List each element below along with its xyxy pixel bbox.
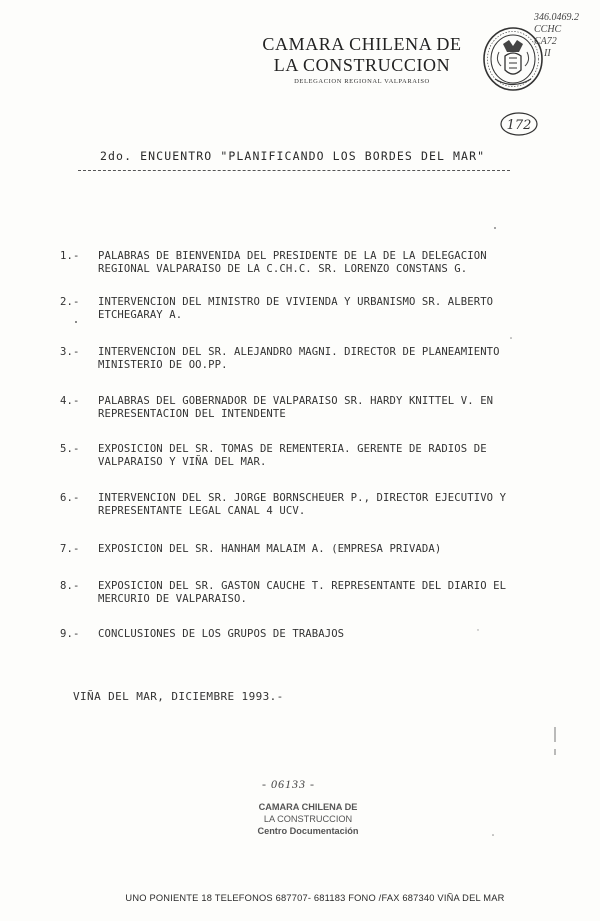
delegation-subtitle: DELEGACION REGIONAL VALPARAISO [294, 78, 430, 85]
registration-number: - 06133 - [262, 777, 315, 791]
agenda-item-line: EXPOSICION DEL SR. HANHAM MALAIM A. (EMPRESA PRIVADA) [98, 543, 442, 555]
title-underline [78, 170, 510, 171]
page-number-mark [499, 110, 539, 138]
stamp-line3: Centro Documentación [257, 826, 359, 836]
agenda-item-line: REGIONAL VALPARAISO DE LA C.CH.C. SR. LORENZO CONSTANS G. [98, 263, 468, 275]
agenda-item-line: REPRESENTACION DEL INTENDENTE [98, 408, 286, 420]
agenda-item-line: REPRESENTANTE LEGAL CANAL 4 UCV. [98, 505, 306, 517]
agenda-item-number: 1.- [60, 250, 80, 262]
organization-name-line2: LA CONSTRUCCION [273, 55, 451, 75]
agenda-item-line: MERCURIO DE VALPARAISO. [98, 593, 247, 605]
agenda-item-number: 7.- [60, 543, 80, 555]
agenda-item-text [98, 580, 556, 606]
agenda-item-text [98, 250, 556, 276]
agenda-item-text [98, 443, 556, 469]
footer-contact: UNO PONIENTE 18 TELEFONOS 687707- 681183 FONO /FAX 687340 VIÑA DEL MAR [125, 893, 505, 903]
agenda-item-line: VALPARAISO Y VIÑA DEL MAR. [98, 456, 267, 468]
agenda-item-line: CONCLUSIONES DE LOS GRUPOS DE TRABAJOS [98, 628, 345, 640]
agenda-item-text [98, 543, 556, 556]
agenda-item-number: 6.- [60, 492, 80, 504]
agenda-item-text [98, 628, 556, 641]
agenda-item-line: INTERVENCION DEL SR. ALEJANDRO MAGNI. DIRECTOR DE PLANEAMIENTO [98, 346, 500, 358]
agenda-item-number: 8.- [60, 580, 80, 592]
agenda-item-number: 9.- [60, 628, 80, 640]
agenda-item-number: 2.- [60, 296, 80, 308]
agenda-item-number: 4.- [60, 395, 80, 407]
archive-code-line3: CA72 [534, 36, 557, 47]
agenda-item-text [98, 346, 556, 372]
agenda-item-text [98, 296, 556, 322]
agenda-item-line: INTERVENCION DEL MINISTRO DE VIVIENDA Y URBANISMO SR. ALBERTO [98, 296, 494, 308]
archive-code-line1: 346.0469.2 [534, 12, 579, 23]
archive-code [534, 12, 594, 60]
stamp-line2: LA CONSTRUCCION [263, 814, 353, 824]
archive-code-line4: II [544, 48, 551, 59]
agenda-item-line: EXPOSICION DEL SR. TOMAS DE REMENTERIA. GERENTE DE RADIOS DE [98, 443, 487, 455]
page-number-text: 172 [506, 118, 532, 133]
agenda-item-text [98, 492, 556, 518]
agenda-item-number: 3.- [60, 346, 80, 358]
agenda-item-line: ETCHEGARAY A. [98, 309, 183, 321]
agenda-item-line: EXPOSICION DEL SR. GASTON CAUCHE T. REPRESENTANTE DEL DIARIO EL [98, 580, 507, 592]
archive-code-line2: CCHC [534, 24, 562, 35]
agenda-item-text [98, 395, 556, 421]
agenda-item-line: PALABRAS DEL GOBERNADOR DE VALPARAISO SR. HARDY KNITTEL V. EN [98, 395, 494, 407]
stamp-line1: CAMARA CHILENA DE [258, 802, 358, 812]
agenda-item-line: MINISTERIO DE OO.PP. [98, 359, 228, 371]
place-date-line: VIÑA DEL MAR, DICIEMBRE 1993.- [73, 690, 284, 703]
organization-name [236, 34, 488, 76]
agenda-item-line: INTERVENCION DEL SR. JORGE BORNSCHEUER P., DIRECTOR EJECUTIVO Y [98, 492, 507, 504]
agenda-item-line: PALABRAS DE BIENVENIDA DEL PRESIDENTE DE LA DE LA DELEGACION [98, 250, 487, 262]
event-title: 2do. ENCUENTRO "PLANIFICANDO LOS BORDES DEL MAR" [100, 149, 486, 163]
documentation-stamp [240, 801, 376, 837]
organization-name-line1: CAMARA CHILENA DE [262, 34, 462, 54]
agenda-item-number: 5.- [60, 443, 80, 455]
